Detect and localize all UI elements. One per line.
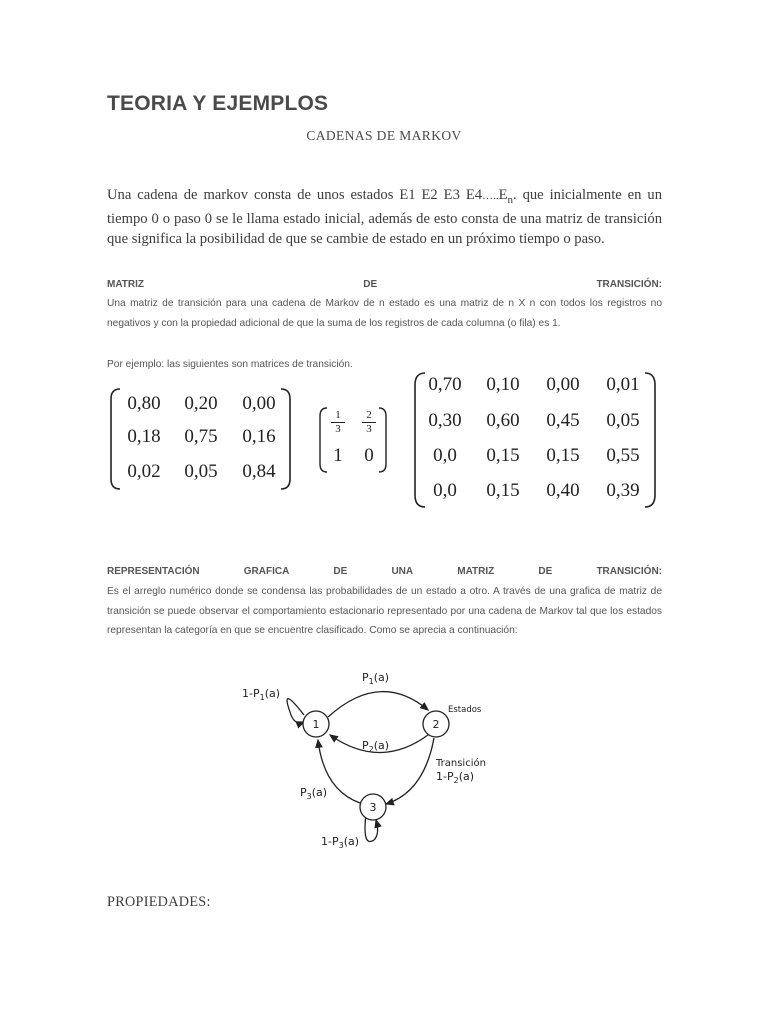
example-intro: Por ejemplo: las siguientes son matrices de transición.: [107, 359, 353, 370]
node-label: 1: [312, 718, 320, 731]
intro-text-start: Una cadena de markov consta de unos estados E1 E2 E3 E4: [107, 187, 483, 203]
matrix-cell: 0,18: [127, 426, 161, 447]
heading-word: DE: [363, 279, 378, 290]
matrix-cell: 1: [333, 445, 343, 466]
intro-ellipsis: …..: [482, 190, 499, 202]
heading-word: DE: [538, 566, 553, 577]
matrix-cell: 0,01: [606, 374, 640, 395]
matrix-cell: 0,05: [184, 461, 218, 482]
fraction-numerator: 1: [331, 409, 345, 423]
matrix-cell: 0,00: [242, 393, 276, 414]
matrix-cell: 0,0: [433, 445, 457, 466]
matrix-cell: 0,00: [546, 374, 580, 395]
matrix-cell: 0,60: [486, 410, 520, 431]
section-heading-matriz: [107, 279, 662, 290]
matrix-cell: 0,70: [428, 374, 462, 395]
fraction-denominator: 3: [366, 423, 372, 435]
matrix-cell: 0: [364, 445, 374, 466]
matrix-cell: 0,30: [428, 410, 462, 431]
matrix-cell: 0,05: [606, 410, 640, 431]
markov-diagram: [238, 662, 500, 854]
matrix-cell: 0,80: [127, 393, 161, 414]
heading-word: MATRIZ: [457, 566, 495, 577]
matrix-cell: 0,75: [184, 426, 218, 447]
propiedades-heading: PROPIEDADES:: [107, 894, 211, 910]
section-heading-representacion: [107, 566, 662, 577]
heading-word: TRANSICIÓN:: [596, 279, 662, 290]
page-title: TEORIA Y EJEMPLOS: [107, 92, 329, 115]
edge-2-to-3: [386, 738, 434, 804]
heading-word: MATRIZ: [107, 279, 145, 290]
page-subtitle: CADENAS DE MARKOV: [306, 128, 462, 143]
intro-en: E: [498, 187, 508, 203]
label-estados: Estados: [448, 705, 482, 715]
label-one-minus-p2: $1-P_2(a)$: [436, 770, 475, 785]
heading-word: TRANSICIÓN:: [596, 566, 662, 577]
matrix-cell: 0,10: [486, 374, 520, 395]
label-one-minus-p1: $1-P_1(a)$: [242, 687, 281, 702]
label-transicion: Transición: [436, 758, 486, 769]
matrix-4x4: [412, 369, 658, 511]
heading-word: GRAFICA: [243, 566, 290, 577]
matrix-fraction: [331, 409, 345, 436]
fraction-numerator: 2: [362, 409, 376, 423]
heading-word: DE: [333, 566, 348, 577]
heading-word: REPRESENTACIÓN: [107, 566, 200, 577]
edge-1-to-2: [328, 692, 428, 717]
node-label: 3: [369, 801, 377, 814]
intro-text-end: . que inicialmente en un tiempo 0 o paso 0 se le llama estado inicial, además de esto consta de una matriz de transición que significa la posibilidad de que se cambie de estado en un próximo tiempo o paso.: [107, 187, 662, 247]
fraction-denominator: 3: [335, 423, 341, 435]
matrix-cell: 0,40: [546, 480, 580, 501]
matrix-cell: 0,15: [486, 480, 520, 501]
self-loop-1: [287, 699, 304, 723]
matrix-cell: 0,45: [546, 410, 580, 431]
intro-paragraph: [107, 186, 662, 249]
matrix-fraction: [362, 409, 376, 436]
matrix-cell: 0,02: [127, 461, 161, 482]
matriz-definition: Una matriz de transición para una cadena de Markov de n estado es una matriz de n X n con todos los registros no negativos y con la propiedad adicional de que la suma de los registros de cada columna (o fila) es 1.: [107, 298, 662, 329]
label-p2: $P_2(a)$: [362, 739, 390, 754]
label-p3: $P_3(a)$: [300, 786, 328, 801]
matrix-cell: 0,16: [242, 426, 276, 447]
matrix-cell: 0,15: [486, 445, 520, 466]
matrix-2x2: [318, 405, 388, 475]
label-p1: $P_1(a)$: [362, 671, 390, 686]
matrix-3x3: [108, 385, 293, 493]
intro-en-sub: n: [507, 193, 513, 206]
heading-word: UNA: [391, 566, 414, 577]
node-label: 2: [432, 718, 440, 731]
matrix-cell: 0,84: [242, 461, 276, 482]
matrix-cell: 0,20: [184, 393, 218, 414]
representacion-paragraph: Es el arreglo numérico donde se condensa las probabilidades de un estado a otro. A través de una grafica de matriz de transición se puede observar el comportamiento estacionario representado por una cadena de Markov tal que los estados representan la categoría en que se encuentre clasificado. Como se aprecia a continuación:: [107, 586, 662, 636]
matrix-cell: 0,39: [606, 480, 640, 501]
matrix-cell: 0,0: [433, 480, 457, 501]
matrix-cell: 0,15: [546, 445, 580, 466]
matrix-cell: 0,55: [606, 445, 640, 466]
label-one-minus-p3: $1-P_3(a)$: [321, 835, 360, 850]
